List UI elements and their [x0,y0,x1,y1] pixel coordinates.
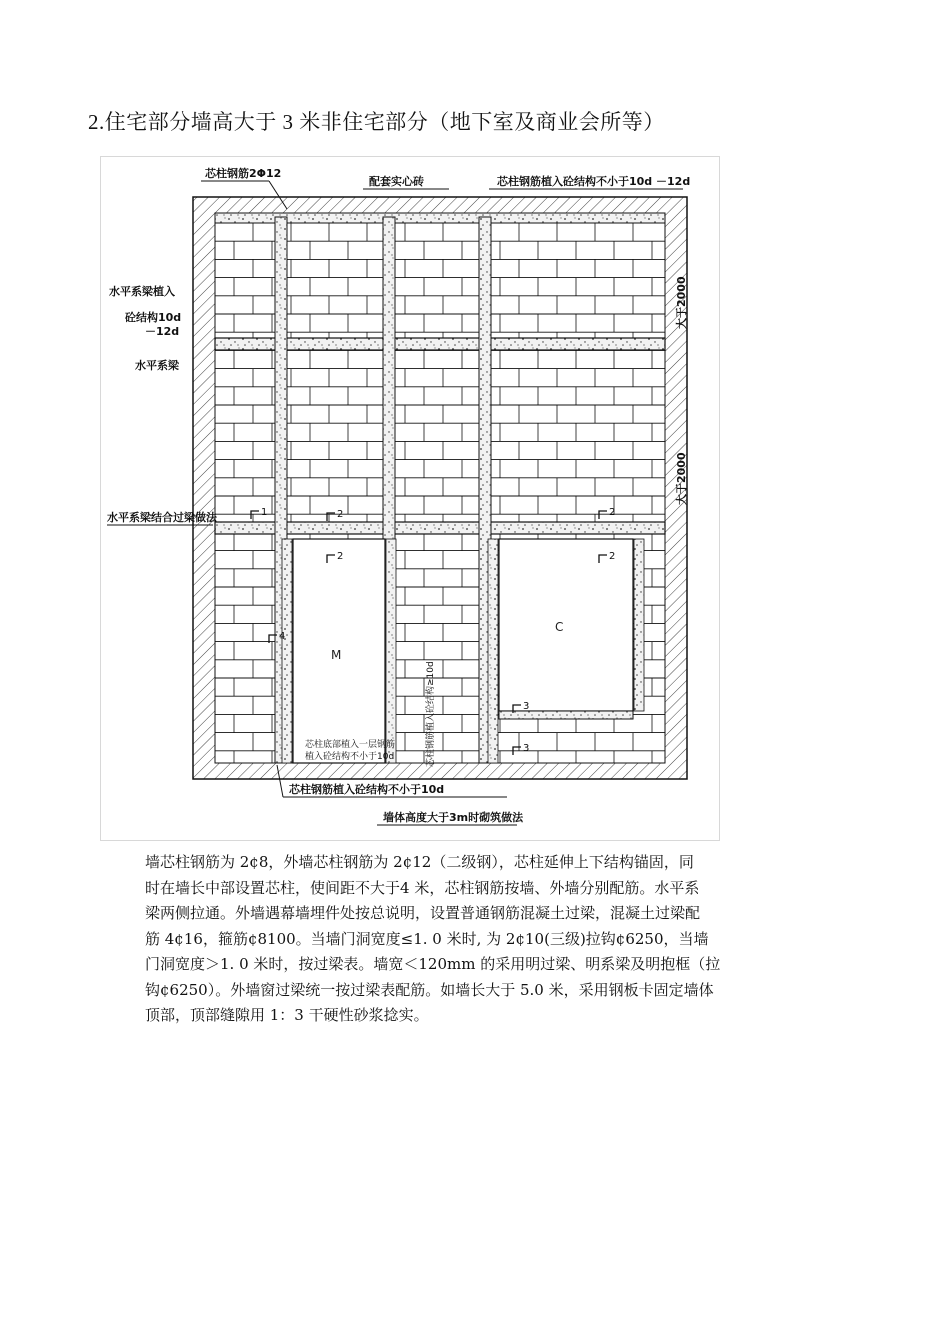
section-heading: 2.住宅部分墙高大于 3 米非住宅部分（地下室及商业会所等） [88,110,665,134]
opening-jamb-column [634,539,644,711]
wall-construction-drawing [100,156,720,841]
section-mark-number: 2 [337,509,344,520]
dimension-upper [674,276,688,329]
section-mark-number: 2 [609,551,616,562]
section-mark-number: 2 [609,507,616,518]
paragraph-line: 门洞宽度＞1. 0 米时，按过梁表。墙宽＜120mm 的采用明过梁、明系梁及明抱框（拉 [145,955,721,973]
paragraph-line: 时在墙长中部设置芯柱，使间距不大于4 米，芯柱钢筋按墙、外墙分别配筋。水平系 [145,878,700,897]
tie-beam-lintel-label: 水平系梁结合过梁做法 [107,511,217,524]
core-rebar-label: 芯柱钢筋2Φ12 [205,167,282,180]
svg-text:大于2000: 大于2000 [675,276,688,329]
svg-text:大于2000: 大于2000 [675,452,688,505]
section-mark-number: 2 [337,551,344,562]
vertical-anchor-note [424,661,436,767]
beam-anchor-label-3: －12d [145,325,180,338]
dimension-lower [674,452,688,505]
beam-anchor-label-2: 砼结构10d [125,311,182,324]
section-mark-number: 3 [523,701,530,712]
description-paragraph [145,850,770,1029]
svg-text:芯柱钢筋植入砼结构≥10d: 芯柱钢筋植入砼结构≥10d [426,661,436,767]
paragraph-line: 筋 4¢16，箍筋¢8100。当墙门洞宽度≤1. 0 米时, 为 2¢10(三级)拉钩¢6250，当墙 [145,929,709,948]
paragraph-line: 顶部，顶部缝隙用 1：3 干硬性砂浆捻实。 [145,1006,429,1024]
opening-jamb-column [488,539,498,763]
beam-anchor-label-1: 水平系梁植入 [109,285,175,298]
top-anchor-label: 芯柱钢筋植入砼结构不小于10d －12d [497,175,691,188]
section-mark-number: 4 [279,631,286,642]
bottom-small-note-1: 芯柱底部植入一层钢筋 [305,740,396,750]
tie-beam-label: 水平系梁 [135,359,179,372]
paragraph-line: 钩¢6250）。外墙窗过梁统一按过梁表配筋。如墙长大于 5.0 米，采用钢板卡固定墙体 [145,980,714,999]
opening-jamb-column [282,539,292,763]
window-label: C [555,620,564,634]
window-sill-beam [499,711,633,719]
window-opening [499,539,633,711]
opening-jamb-column [386,539,396,763]
bottom-small-note-2: 植入砼结构不小于10d [305,752,395,762]
drawing-caption: 墙体高度大于3m时砌筑做法 [383,811,524,824]
drawing-canvas [101,157,719,840]
door-label: M [331,648,342,662]
paragraph-line: 梁两侧拉通。外墙遇幕墙埋件处按总说明，设置普通钢筋混凝土过梁，混凝土过梁配 [145,904,701,922]
paragraph-line: 墙芯柱钢筋为 2¢8，外墙芯柱钢筋为 2¢12（二级钢），芯柱延伸上下结构锚固，同 [145,853,694,871]
section-mark-number: 3 [523,743,530,754]
bottom-anchor-label: 芯柱钢筋植入砼结构不小于10d [289,783,445,796]
solid-brick-label: 配套实心砖 [369,175,424,188]
section-mark-number: 1 [261,507,268,518]
masonry-layer [193,197,687,779]
